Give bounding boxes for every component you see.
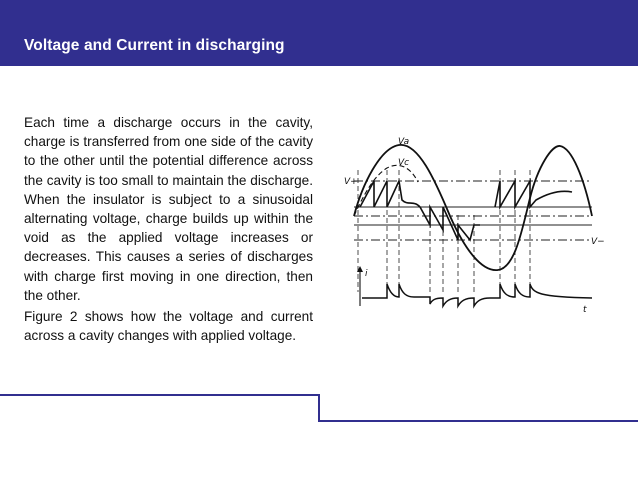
v-minus-label: V− (591, 237, 605, 247)
slide-title: Voltage and Current in discharging (24, 37, 285, 54)
va-label: Va (398, 137, 410, 147)
vc-label: Vc (398, 158, 410, 168)
v-plus-label: V+ (344, 177, 358, 187)
body-paragraph-1: Each time a discharge occurs in the cavity, charge is transferred from one side of the cavity to the other until the potential difference across the cavity is too small to maintain the discharge. When the insulator is subject to a sinusoidal alternating voltage, charge builds up within the void as the applied voltage increases or decreases. This causes a series of discharges with charge first moving in one direction, then the other. (24, 115, 313, 303)
current-label: i (365, 269, 368, 279)
body-paragraph-2: Figure 2 shows how the voltage and current across a cavity changes with applied voltage. (24, 309, 313, 344)
time-label: t (583, 305, 587, 315)
